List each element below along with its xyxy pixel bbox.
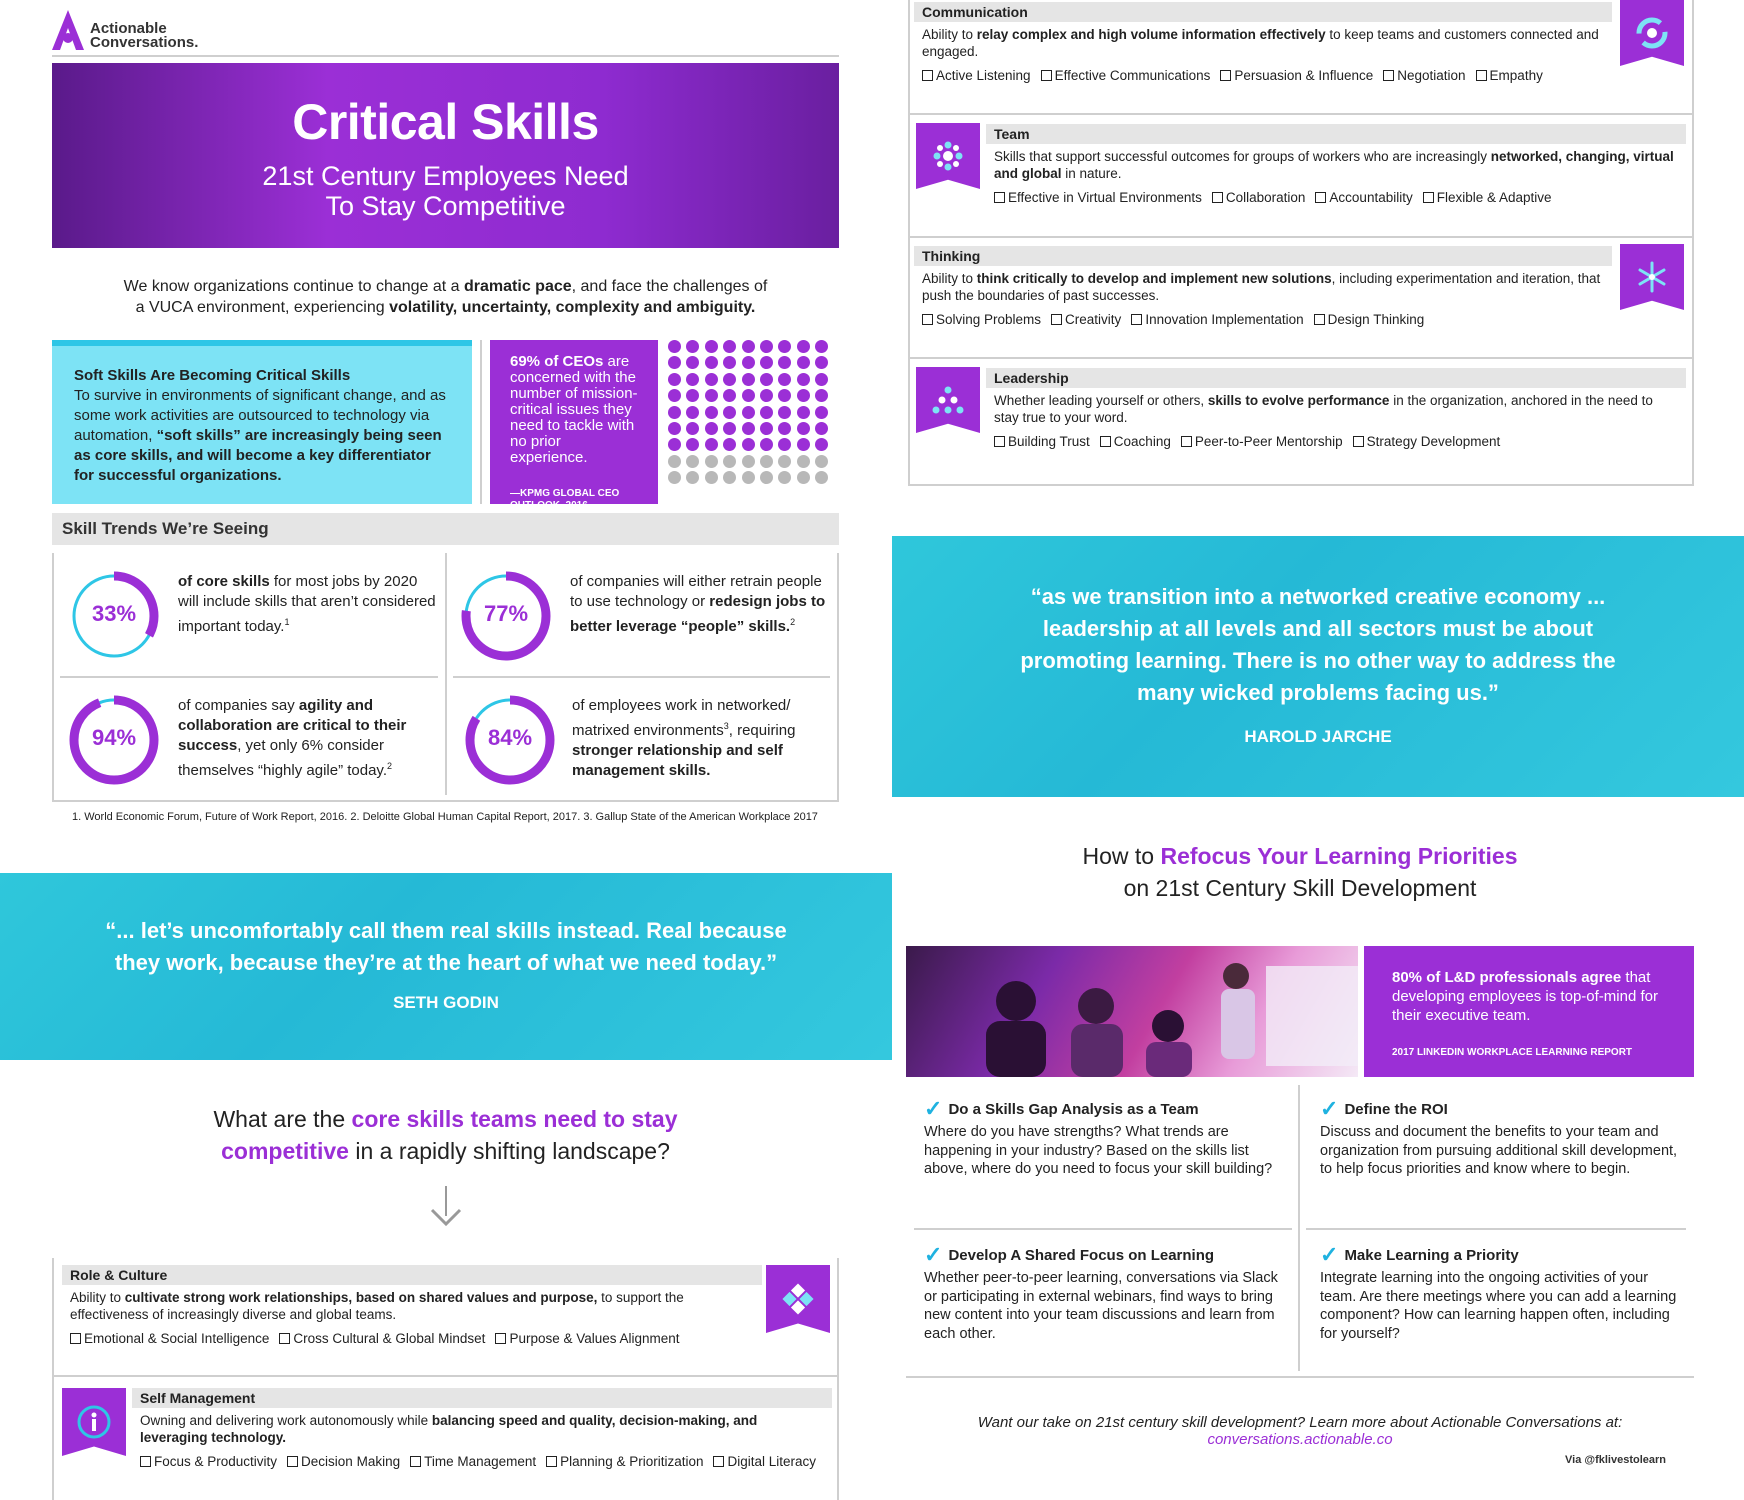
skill-card-desc: Ability to relay complex and high volume information effectively to keep teams and customers connected and engaged.: [922, 27, 1599, 59]
dot-grid-chart: [668, 340, 830, 484]
dot: [797, 422, 810, 435]
dot: [760, 422, 773, 435]
via-credit: Via @fklivestolearn: [1565, 1454, 1667, 1466]
dot: [705, 455, 718, 468]
checkbox-item[interactable]: Active Listening: [922, 68, 1031, 83]
diamond-icon: [766, 1265, 830, 1333]
dot: [797, 356, 810, 369]
dot: [815, 373, 828, 386]
dot: [778, 471, 791, 484]
soft-skills-body: To survive in environments of significant change, and as some work activities are outsourced to technology via automation, “soft skills” are increasingly being seen as core skills, and will become a key differentiator for successful organizations.: [74, 387, 446, 484]
dot: [815, 422, 828, 435]
quote-band-jarche: [892, 536, 1744, 797]
tip-define-roi: ✓ Define the ROI Discuss and document the benefits to your team and organization from pursuing additional skill development, to help focus priorities and know where to begin.: [1320, 1096, 1678, 1177]
soft-skills-box: [52, 340, 472, 504]
checkbox-item[interactable]: Building Trust: [994, 434, 1090, 449]
dot: [760, 455, 773, 468]
dot: [705, 389, 718, 402]
checkmark-icon: ✓: [924, 1242, 943, 1267]
divider: [910, 236, 1692, 238]
dot: [742, 422, 755, 435]
checkbox-item[interactable]: Effective in Virtual Environments: [994, 190, 1202, 205]
soft-skills-title: Soft Skills Are Becoming Critical Skills: [74, 367, 351, 384]
stat-text-1: of core skills for most jobs by 2020 will include skills that aren’t considered important today.$^1$: [178, 573, 436, 635]
dot: [723, 422, 736, 435]
quote-line: “as we transition into a networked creative economy ...: [1030, 584, 1606, 609]
divider: [1692, 0, 1694, 486]
checkbox-item[interactable]: Collaboration: [1212, 190, 1306, 205]
skill-checklist: [132, 1450, 832, 1473]
dot: [742, 438, 755, 451]
dot: [686, 356, 699, 369]
dot: [668, 422, 681, 435]
checkbox-item[interactable]: Strategy Development: [1353, 434, 1501, 449]
checkbox-item[interactable]: Coaching: [1100, 434, 1171, 449]
divider: [910, 357, 1692, 359]
dot: [723, 373, 736, 386]
dot: [723, 471, 736, 484]
dot: [742, 455, 755, 468]
divider: [910, 113, 1692, 115]
dot: [815, 340, 828, 353]
sparkle-icon: [1620, 244, 1684, 310]
dot: [686, 471, 699, 484]
dot: [815, 455, 828, 468]
dot: [686, 438, 699, 451]
dot: [778, 438, 791, 451]
pyramid-icon: [916, 367, 980, 433]
dot: [760, 373, 773, 386]
dot: [797, 389, 810, 402]
skill-card-role-culture: [62, 1265, 762, 1350]
dot: [668, 340, 681, 353]
footnotes: 1. World Economic Forum, Future of Work Report, 2016. 2. Deloitte Global Human Capital Report, 2017. 3. Gallup State of the American Workplace 2017: [72, 811, 818, 823]
skill-card-title: Communication: [914, 2, 1612, 22]
dot: [778, 389, 791, 402]
skill-card-desc: Skills that support successful outcomes for groups of workers who are increasingly networked, changing, virtual and global in nature.: [994, 149, 1674, 181]
skill-card-title: Thinking: [914, 246, 1612, 266]
checkbox-item[interactable]: Digital Literacy: [713, 1454, 816, 1469]
skill-card-team: [986, 124, 1686, 209]
dot: [668, 389, 681, 402]
divider: [453, 676, 830, 678]
checkbox-item[interactable]: Peer-to-Peer Mentorship: [1181, 434, 1343, 449]
stat-value-94: 94%: [91, 725, 137, 750]
divider: [837, 1258, 839, 1500]
dot: [742, 471, 755, 484]
divider: [837, 553, 839, 800]
intro-text: We know organizations continue to change at a dramatic pace, and face the challenges of a VUCA environment, experiencing volatility, uncertainty, complexity and ambiguity.: [123, 278, 768, 316]
quote-line: many wicked problems facing us.”: [1137, 680, 1499, 705]
quote-line: promoting learning. There is no other way to address the: [1020, 648, 1616, 673]
refocus-heading: How to Refocus Your Learning Priorities on 21st Century Skill Development: [1082, 843, 1518, 901]
dot: [815, 406, 828, 419]
checkbox-item[interactable]: Creativity: [1051, 312, 1121, 327]
divider: [1298, 1085, 1300, 1371]
stat-text-4: of employees work in networked/ matrixed environments$^3$, requiring stronger relationship and self management skills.: [572, 697, 796, 779]
dot: [686, 406, 699, 419]
dot: [668, 356, 681, 369]
stat-value-84: 84%: [487, 725, 533, 750]
skill-card-title: Self Management: [132, 1388, 832, 1408]
dot: [723, 406, 736, 419]
page-title: Critical Skills: [292, 94, 599, 150]
dot: [668, 373, 681, 386]
checkmark-icon: ✓: [1320, 1242, 1339, 1267]
divider: [52, 800, 839, 802]
dot: [797, 438, 810, 451]
divider: [908, 0, 910, 486]
dot: [778, 373, 791, 386]
tip-skills-gap: ✓ Do a Skills Gap Analysis as a Team Where do you have strengths? What trends are happening in your industry? Based on the skills list above, where do you need to focus your skill building?: [924, 1096, 1273, 1177]
team-photo: [906, 946, 1358, 1077]
dot: [797, 406, 810, 419]
skill-card-title: Role & Culture: [62, 1265, 762, 1285]
skill-card-communication: [914, 2, 1612, 87]
dot: [760, 340, 773, 353]
dot: [815, 356, 828, 369]
divider: [445, 553, 447, 795]
divider: [914, 1228, 1292, 1230]
dot: [686, 455, 699, 468]
dot: [815, 438, 828, 451]
dot: [797, 373, 810, 386]
dot: [742, 389, 755, 402]
skill-checklist: [62, 1327, 762, 1350]
checkbox-item[interactable]: Accountability: [1315, 190, 1412, 205]
dot: [686, 389, 699, 402]
divider: [480, 340, 482, 504]
skill-card-leadership: [986, 368, 1686, 453]
divider: [52, 1258, 54, 1500]
dot: [705, 406, 718, 419]
checkbox-item[interactable]: Design Thinking: [1314, 312, 1425, 327]
info-icon: [62, 1388, 126, 1456]
header-divider: [52, 55, 839, 57]
checkbox-item[interactable]: Negotiation: [1383, 68, 1465, 83]
checkbox-item[interactable]: Decision Making: [287, 1454, 400, 1469]
checkbox-item[interactable]: Empathy: [1476, 68, 1543, 83]
dot: [723, 438, 736, 451]
cta-link[interactable]: conversations.actionable.co: [1207, 1431, 1393, 1448]
checkbox-item[interactable]: Planning & Prioritization: [546, 1454, 703, 1469]
dot: [723, 340, 736, 353]
skill-card-thinking: [914, 246, 1612, 331]
checkmark-icon: ✓: [1320, 1096, 1339, 1121]
dot: [723, 356, 736, 369]
checkbox-item[interactable]: Time Management: [410, 1454, 536, 1469]
skill-checklist: [986, 430, 1686, 453]
dot: [797, 471, 810, 484]
dot: [742, 340, 755, 353]
skill-card-desc: Ability to think critically to develop and implement new solutions, including experimentation and iteration, that push the boundaries of past successes.: [922, 271, 1601, 303]
checkbox-item[interactable]: Flexible & Adaptive: [1423, 190, 1552, 205]
checkbox-item[interactable]: Effective Communications: [1041, 68, 1211, 83]
dot: [760, 389, 773, 402]
flower-icon: [916, 123, 980, 189]
dot: [778, 340, 791, 353]
checkbox-item[interactable]: Purpose & Values Alignment: [495, 1331, 679, 1346]
divider: [910, 484, 1694, 486]
quote-author: HAROLD JARCHE: [1244, 727, 1392, 746]
divider: [1306, 1228, 1686, 1230]
stat-value-33: 33%: [91, 601, 137, 626]
dot: [797, 340, 810, 353]
core-skills-question: What are the core skills teams need to stay competitive in a rapidly shifting landscape?: [213, 1106, 678, 1164]
dot: [815, 389, 828, 402]
checkbox-item[interactable]: Solving Problems: [922, 312, 1041, 327]
divider: [52, 553, 54, 800]
logo-text: Actionable Conversations.: [90, 20, 199, 51]
divider: [52, 1375, 839, 1377]
dot: [705, 373, 718, 386]
checkmark-icon: ✓: [924, 1096, 943, 1121]
stat-text-3: of companies say agility and collaboration are critical to their success, yet only 6% consider themselves “highly agile” today.$^2$: [178, 697, 407, 779]
dot: [815, 471, 828, 484]
dot: [723, 389, 736, 402]
skill-card-desc: Whether leading yourself or others, skills to evolve performance in the organization, anchored in the need to stay true to your word.: [994, 393, 1653, 425]
dot: [668, 438, 681, 451]
skill-checklist: [914, 308, 1612, 331]
skill-checklist: [914, 64, 1612, 87]
dot: [705, 471, 718, 484]
dot: [760, 406, 773, 419]
page-subtitle-1: 21st Century Employees Need: [262, 161, 629, 191]
skill-trends-heading: Skill Trends We’re Seeing: [52, 513, 839, 545]
skill-card-desc: Owning and delivering work autonomously while balancing speed and quality, decision-making, and leveraging technology.: [140, 1413, 758, 1445]
tip-make-priority: ✓ Make Learning a Priority Integrate learning into the ongoing activities of your team. Are there meetings where you can add a learning component? How can learning happen often, including for yourself?: [1320, 1242, 1677, 1342]
checkbox-item[interactable]: Innovation Implementation: [1131, 312, 1303, 327]
tip-shared-focus: ✓ Develop A Shared Focus on Learning Whether peer-to-peer learning, conversations via Slack or participating in external webinars, find ways to bring new content into your team discussions and learn from each other.: [924, 1242, 1278, 1342]
chevron-down-icon: [428, 1186, 464, 1228]
quote-line: leadership at all levels and all sectors must be about: [1042, 616, 1594, 641]
dot: [778, 406, 791, 419]
quote-author: SETH GODIN: [393, 993, 499, 1012]
dot: [760, 471, 773, 484]
dot: [686, 422, 699, 435]
swirl-icon: [1620, 0, 1684, 66]
dot: [723, 455, 736, 468]
dot: [742, 406, 755, 419]
checkbox-item[interactable]: Persuasion & Influence: [1220, 68, 1373, 83]
dot: [668, 455, 681, 468]
dot: [760, 438, 773, 451]
divider: [60, 676, 438, 678]
title-banner: [52, 63, 839, 248]
dot: [778, 455, 791, 468]
page-subtitle-2: To Stay Competitive: [325, 191, 566, 221]
quote-line: “... let’s uncomfortably call them real skills instead. Real because: [105, 918, 787, 943]
dot: [705, 422, 718, 435]
dot: [778, 422, 791, 435]
dot: [705, 356, 718, 369]
dot: [742, 373, 755, 386]
skill-card-desc: Ability to cultivate strong work relationships, based on shared values and purpose, to support the effectiveness of increasingly diverse and global teams.: [70, 1290, 684, 1322]
dot: [742, 356, 755, 369]
stat-value-77: 77%: [483, 601, 529, 626]
skill-checklist: [986, 186, 1686, 209]
dot: [705, 340, 718, 353]
dot: [760, 356, 773, 369]
skill-card-title: Leadership: [986, 368, 1686, 388]
quote-band-godin: [0, 873, 892, 1060]
divider: [906, 1376, 1694, 1378]
dot: [668, 471, 681, 484]
checkbox-item[interactable]: Cross Cultural & Global Mindset: [279, 1331, 485, 1346]
logo-icon: [52, 10, 84, 50]
stat-text-2: of companies will either retrain people to use technology or redesign jobs to better leverage “people” skills.$^2$: [570, 573, 826, 635]
quote-line: they work, because they’re at the heart of what we need today.”: [114, 950, 778, 975]
ceo-stat-box: 69% of CEOs are concerned with the number of mission-critical issues they need to tackle with no prior experience. —KPMG GLOBAL CEO OUTLOOK, 2016: [490, 340, 658, 504]
dot: [797, 455, 810, 468]
dot: [778, 356, 791, 369]
cta-text: Want our take on 21st century skill development? Learn more about Actionable Conversations at: conversations.actionable.co: [977, 1414, 1623, 1448]
checkbox-item[interactable]: Focus & Productivity: [140, 1454, 277, 1469]
dot: [668, 406, 681, 419]
skill-card-title: Team: [986, 124, 1686, 144]
skill-card-self-management: [132, 1388, 832, 1473]
ld-stat-box: 80% of L&D professionals agree that developing employees is top-of-mind for their executive team. 2017 LINKEDIN WORKPLACE LEARNING REPORT: [1364, 946, 1694, 1077]
dot: [686, 340, 699, 353]
dot: [686, 373, 699, 386]
dot: [705, 438, 718, 451]
checkbox-item[interactable]: Emotional & Social Intelligence: [70, 1331, 269, 1346]
